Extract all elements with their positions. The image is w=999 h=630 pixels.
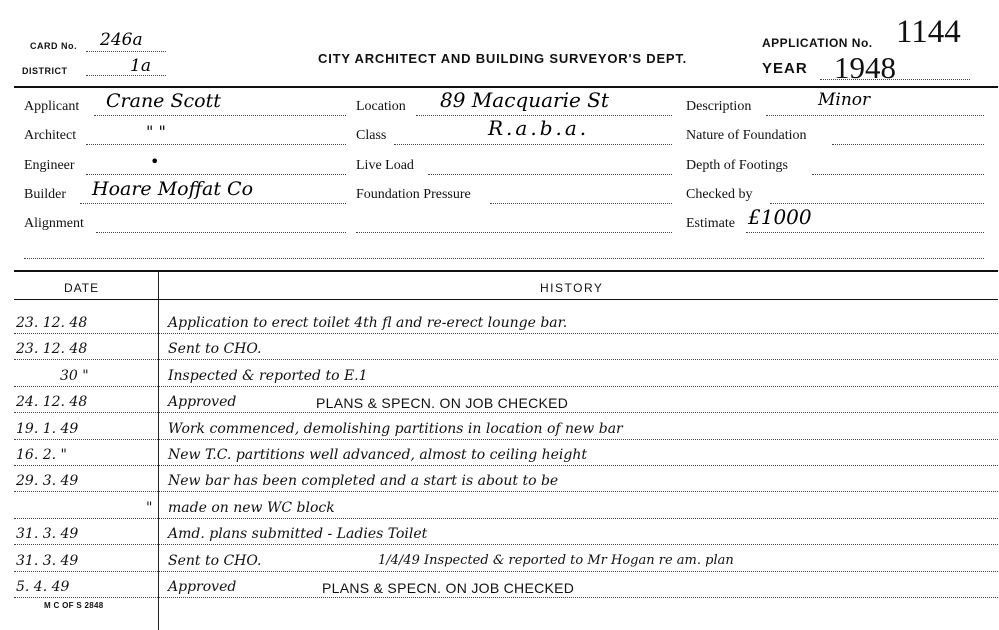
date-column-header: DATE [64, 281, 100, 295]
district-line [86, 75, 166, 76]
history-row-date: 24. 12. 48 [16, 394, 88, 411]
builder-value: Hoare Moffat Co [92, 178, 254, 200]
year-value: 1948 [834, 50, 896, 85]
history-header-rule [14, 299, 998, 300]
history-row-text: New T.C. partitions well advanced, almost to ceiling height [168, 447, 588, 463]
history-row-date: 30 " [60, 367, 89, 384]
applicant-value: Crane Scott [106, 90, 221, 112]
foundation-pressure-label: Foundation Pressure [356, 187, 471, 202]
history-row-text: New bar has been completed and a start is about to be [168, 473, 559, 490]
form-code: M C OF S 2848 [44, 601, 104, 610]
depth-of-footings-label: Depth of Footings [686, 158, 788, 173]
estimate-line [746, 232, 984, 233]
alignment-label: Alignment [24, 216, 84, 231]
application-no-label: APPLICATION No. [762, 36, 873, 50]
foundation-pressure-line [490, 203, 672, 204]
history-row-line [14, 518, 998, 519]
history-row-line [14, 333, 998, 334]
history-row-text: Application to erect toilet 4th fl and re-erect lounge bar. [168, 315, 568, 331]
location-label: Location [356, 99, 406, 114]
card-no-line [86, 51, 166, 52]
history-row-text: Sent to CHO. [168, 552, 262, 569]
class-line [394, 144, 672, 145]
fields-bottom-line [24, 258, 984, 259]
applicant-label: Applicant [24, 99, 80, 114]
card-no-value: 246a [100, 30, 143, 50]
live-load-line [428, 174, 672, 175]
approval-stamp: PLANS & SPECN. ON JOB CHECKED [316, 395, 569, 412]
history-row-text: Sent to CHO. [168, 341, 262, 358]
history-row-text: made on new WC block [168, 499, 335, 516]
department-title: CITY ARCHITECT AND BUILDING SURVEYOR'S DEPT. [318, 51, 688, 66]
application-no-value: 1144 [896, 14, 961, 50]
description-label: Description [686, 99, 752, 114]
description-value: Minor [818, 90, 871, 110]
nature-of-foundation-line [832, 144, 984, 145]
history-row-text: Work commenced, demolishing partitions in location of new bar [168, 420, 623, 437]
history-row-line [14, 386, 998, 387]
history-row-text: Approved [168, 394, 237, 411]
history-row-line [14, 571, 998, 572]
district-value: 1a [130, 56, 151, 76]
engineer-value: • [150, 152, 160, 171]
history-top-rule [14, 270, 998, 272]
checked-by-label: Checked by [686, 187, 753, 202]
year-label: YEAR [762, 60, 808, 77]
history-row-text: Amd. plans submitted - Ladies Toilet [168, 526, 428, 543]
history-row-line [14, 544, 998, 545]
history-row-line [14, 465, 998, 466]
history-row-extra-note: 1/4/49 Inspected & reported to Mr Hogan re am. plan [378, 552, 734, 568]
history-row-date: 29. 3. 49 [16, 473, 79, 490]
engineer-label: Engineer [24, 158, 75, 173]
location-value: 89 Macquarie St [440, 88, 609, 112]
history-row-date: 23. 12. 48 [16, 315, 88, 331]
depth-of-footings-line [812, 174, 984, 175]
nature-of-foundation-label: Nature of Foundation [686, 128, 807, 143]
history-row-line [14, 597, 998, 598]
approval-stamp: PLANS & SPECN. ON JOB CHECKED [322, 580, 575, 596]
applicant-line [94, 115, 346, 116]
district-label: DISTRICT [22, 66, 68, 76]
architect-value: " " [146, 122, 166, 141]
estimate-value: £1000 [748, 205, 812, 229]
estimate-label: Estimate [686, 216, 735, 231]
date-column-divider [158, 272, 159, 630]
history-row-date: 31. 3. 49 [16, 552, 79, 569]
history-row-line [14, 412, 998, 413]
history-row-date: 23. 12. 48 [16, 341, 88, 358]
architect-label: Architect [24, 128, 77, 143]
history-row-line [14, 491, 998, 492]
history-row-line [14, 359, 998, 360]
history-row-date: 5. 4. 49 [16, 579, 70, 595]
live-load-label: Live Load [356, 158, 414, 173]
history-column-header: HISTORY [540, 281, 604, 295]
history-row-date: 19. 1. 49 [16, 420, 79, 437]
history-row-text: Approved [168, 579, 237, 595]
history-row-date: 16. 2. " [16, 447, 67, 463]
card-no-label: CARD No. [30, 41, 77, 51]
history-row-text: Inspected & reported to E.1 [168, 367, 368, 384]
column2-extra-line [356, 232, 672, 233]
architect-line [86, 144, 346, 145]
history-row-date: " [146, 499, 153, 516]
class-label: Class [356, 128, 387, 143]
checked-by-line [770, 203, 984, 204]
builder-line [80, 203, 346, 204]
engineer-line [86, 174, 346, 175]
class-value: R.a.b.a. [488, 116, 590, 140]
alignment-line [96, 232, 346, 233]
description-line [766, 115, 984, 116]
history-row-line [14, 439, 998, 440]
history-row-date: 31. 3. 49 [16, 526, 79, 543]
builder-label: Builder [24, 187, 66, 202]
